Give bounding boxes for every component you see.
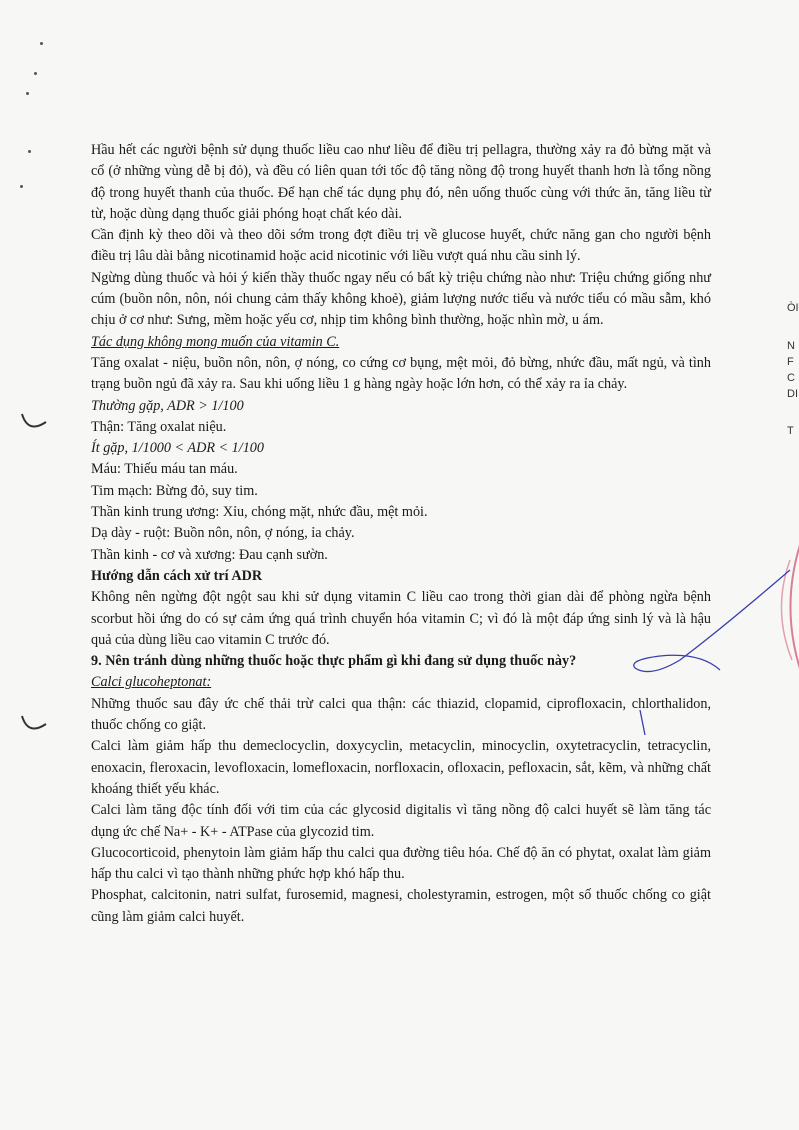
paragraph: Tăng oxalat - niệu, buồn nôn, nôn, ợ nóng, co cứng cơ bụng, mệt mỏi, đỏ bừng, nhức đầu, mất ngủ, và tình trạng buồn ngủ đã xảy ra. Sau khi uống liều 1 g hàng ngày hoặc lớn hơn, có thể xảy ra ỉa chảy.: [91, 354, 711, 393]
section-heading: Hướng dẫn cách xử trí ADR: [91, 567, 263, 584]
scan-speck: [26, 92, 29, 95]
document-body: [91, 140, 711, 928]
paragraph: Tim mạch: Bừng đỏ, suy tim.: [91, 482, 258, 499]
frequency-label: Thường gặp, ADR > 1/100: [91, 397, 244, 414]
paragraph: Dạ dày - ruột: Buồn nôn, nôn, ợ nóng, ỉa chảy.: [91, 525, 355, 542]
punch-hole-mark: [18, 410, 50, 438]
scan-speck: [28, 150, 31, 153]
paragraph: Thần kinh trung ương: Xỉu, chóng mặt, nhức đầu, mệt mỏi.: [91, 504, 428, 521]
edge-fragment: T: [787, 425, 794, 437]
scan-speck: [34, 72, 37, 75]
edge-fragment: N: [787, 340, 795, 352]
punch-hole-mark: [18, 712, 50, 740]
paragraph: Không nên ngừng đột ngột sau khi sử dụng vitamin C liều cao trong thời gian dài để phòng ngừa bệnh scorbut hồi ứng do có sự cảm ứng quá trình chuyển hóa vitamin C; vì đó là một đáp ứng sinh lý và là hậu quả của dùng liều cao vitamin C trước đó.: [91, 589, 711, 648]
section-heading: 9. Nên tránh dùng những thuốc hoặc thực phẩm gì khi đang sử dụng thuốc này?: [91, 653, 577, 670]
edge-fragment: C: [787, 372, 795, 384]
subsection-heading: Calci glucoheptonat:: [91, 674, 212, 691]
section-heading: Tác dụng không mong muốn của vitamin C.: [91, 333, 340, 350]
paragraph: Phosphat, calcitonin, natri sulfat, furosemid, magnesi, cholestyramin, estrogen, một số thuốc chống co giật cũng làm giảm calci huyết.: [91, 887, 711, 925]
frequency-label: Ít gặp, 1/1000 < ADR < 1/100: [91, 440, 264, 457]
edge-fragment: F: [787, 356, 794, 368]
edge-fragment: ÒI: [787, 302, 799, 314]
paragraph: Hầu hết các người bệnh sử dụng thuốc liều cao như liều để điều trị pellagra, thường xảy ra đỏ bừng mặt và cổ (ở những vùng dễ bị đỏ), và đều có liên quan tới tốc độ tăng nồng độ trong huyết thanh hơn là tổng nồng độ trong huyết thanh của thuốc. Để hạn chế tác dụng phụ đó, nên uống thuốc cùng với thức ăn, tăng liều từ từ, hoặc dùng dạng thuốc giải phóng hoạt chất kéo dài.: [91, 142, 711, 222]
paragraph: Những thuốc sau đây ức chế thải trừ calci qua thận: các thiazid, clopamid, ciprofloxacin, chlorthalidon, thuốc chống co giật.: [91, 695, 711, 734]
paragraph: Calci làm giảm hấp thu demeclocyclin, doxycyclin, metacyclin, minocyclin, oxytetracyclin, tetracyclin, enoxacin, fleroxacin, levofloxacin, lomefloxacin, norfloxacin, ofloxacin, pefloxacin, sắt, kẽm, và những chất khoáng thiết yếu khác.: [91, 738, 711, 797]
paragraph: Ngừng dùng thuốc và hỏi ý kiến thầy thuốc ngay nếu có bất kỳ triệu chứng nào như: Triệu chứng giống như cúm (buồn nôn, nôn, nói chung cảm thấy không khoẻ), giảm lượng nước tiểu và nước tiểu có mầu sẫm, khó chịu ở cơ như: Sưng, mềm hoặc yếu cơ, nhịp tim không bình thường, hoặc nhìn mờ, u ám.: [91, 269, 711, 329]
scan-speck: [20, 185, 23, 188]
scan-speck: [40, 42, 43, 45]
edge-fragment: DI: [787, 388, 798, 400]
paragraph: Máu: Thiếu máu tan máu.: [91, 461, 238, 478]
paragraph: Calci làm tăng độc tính đối với tim của các glycosid digitalis vì tăng nồng độ calci huyết sẽ làm tăng tác dụng ức chế Na+ - K+ - ATPase của glycozid tim.: [91, 802, 711, 840]
paragraph: Glucocorticoid, phenytoin làm giảm hấp thu calci qua đường tiêu hóa. Chế độ ăn có phytat, oxalat làm giảm hấp thu calci vì tạo thành những phức hợp khó hấp thu.: [91, 844, 711, 883]
paragraph: Thần kinh - cơ và xương: Đau cạnh sườn.: [91, 546, 328, 563]
paragraph: Thận: Tăng oxalat niệu.: [91, 418, 227, 435]
paragraph: Cần định kỳ theo dõi và theo dõi sớm trong đợt điều trị về glucose huyết, chức năng gan cho người bệnh điều trị lâu dài bằng nicotinamid hoặc acid nicotinic với liều vượt quá nhu cầu sinh lý.: [91, 227, 711, 265]
